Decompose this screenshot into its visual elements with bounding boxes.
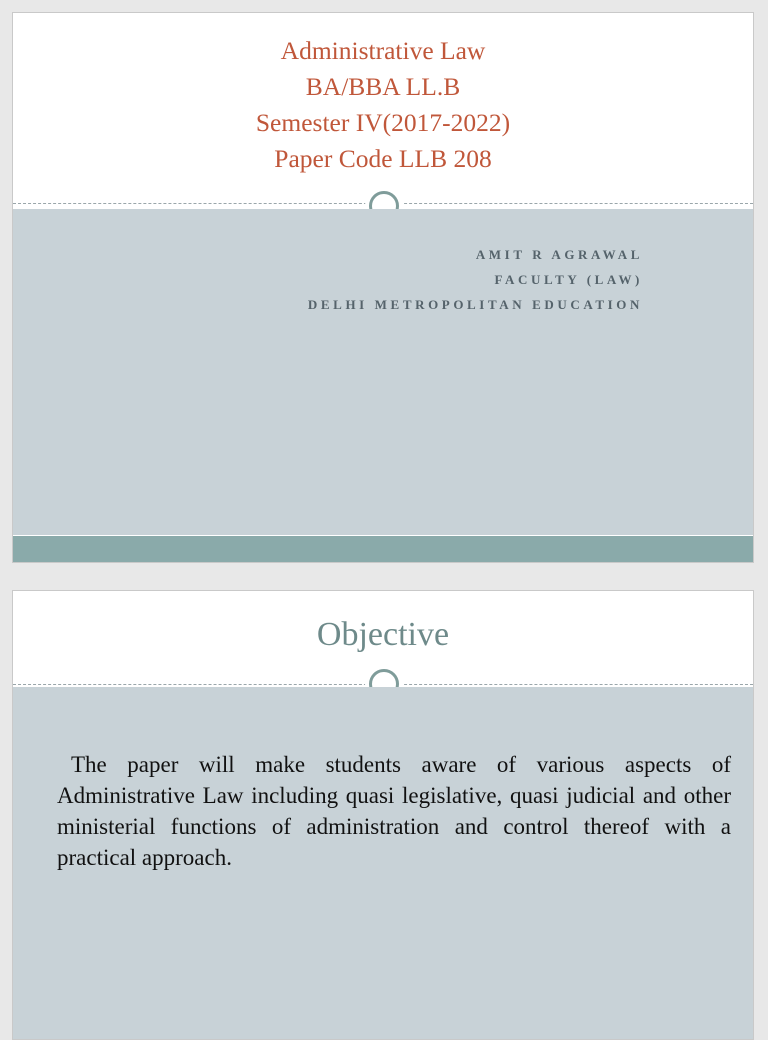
objective-text: The paper will make students aware of various aspects of Administrative Law including quasi legislative, quasi judicial and other ministerial functions of administration and control thereof with a practical approach. [57, 752, 731, 870]
slide-title [12, 12, 754, 563]
slide-objective [12, 590, 754, 1040]
slide-title-area [13, 13, 753, 209]
program-name: BA/BBA LL.B [305, 72, 461, 101]
paper-code: Paper Code LLB 208 [274, 144, 492, 173]
objective-heading: Objective [316, 616, 450, 653]
objective-paragraph [57, 749, 731, 873]
author-name: AMIT R AGRAWAL [475, 247, 643, 262]
author-role: FACULTY (LAW) [494, 272, 643, 287]
footer-band [13, 536, 753, 562]
author-block [308, 242, 643, 317]
author-institution: DELHI METROPOLITAN EDUCATION [307, 297, 643, 312]
semester-label: Semester IV(2017-2022) [255, 108, 511, 137]
course-title: Administrative Law [280, 36, 486, 65]
slide-title-text [13, 33, 753, 177]
